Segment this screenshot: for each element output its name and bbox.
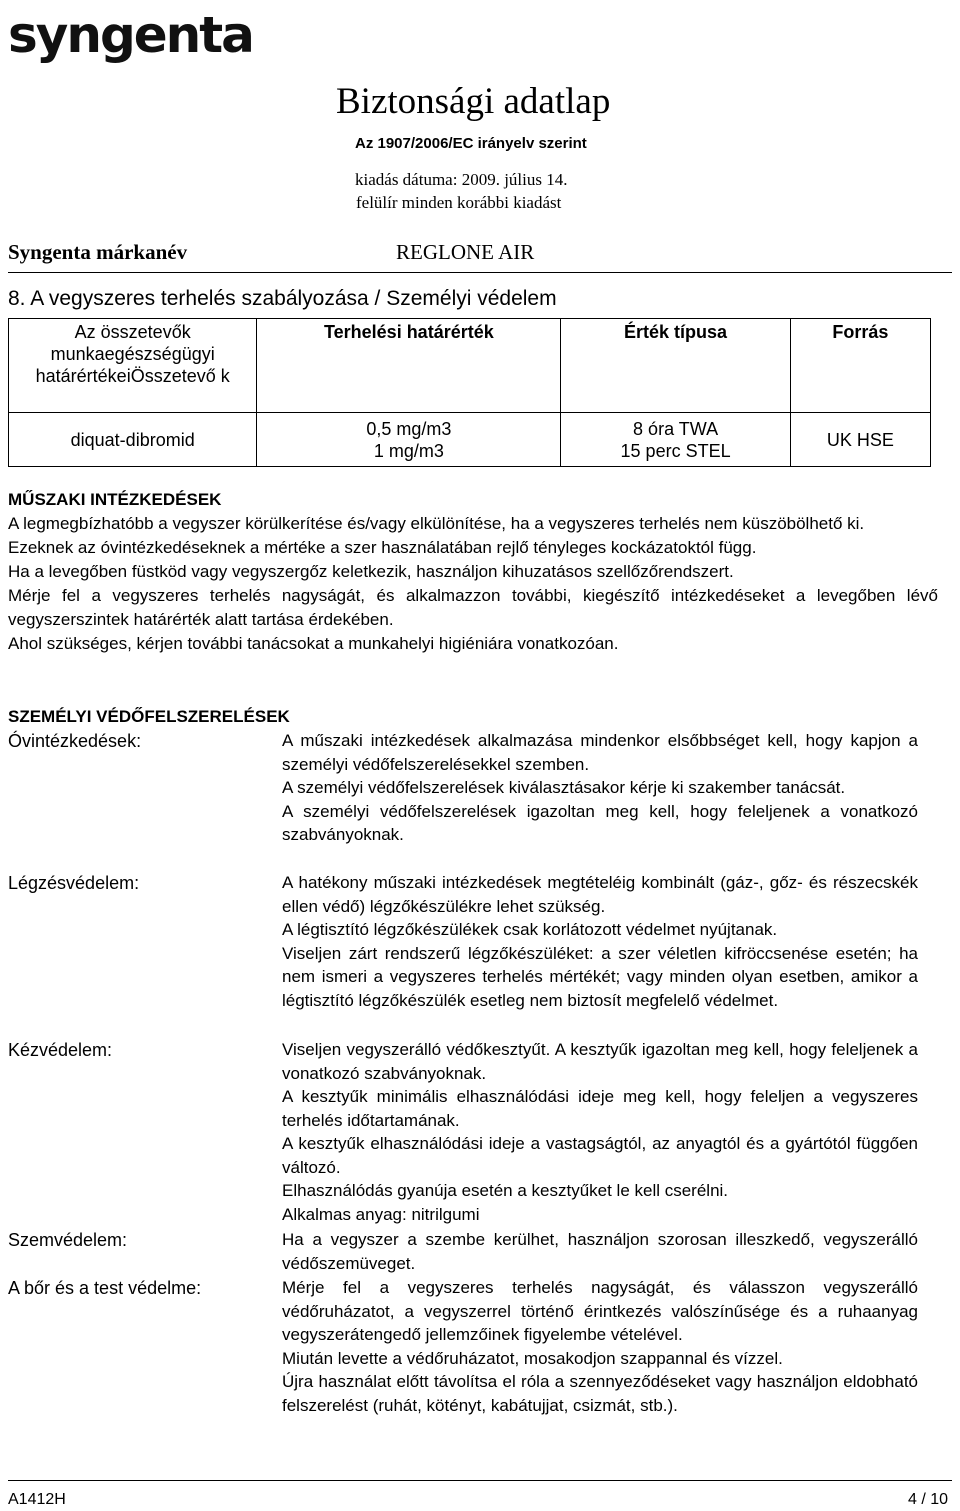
table-header-row [9,319,931,413]
engineering-paragraph-3: Ha a levegőben füstköd vagy vegyszergőz keletkezik, használjon kihuzatásos szellőzőrendszert. [8,562,734,581]
table-header-limit: Terhelési határérték [257,319,561,413]
respiratory-line-3: Viseljen zárt rendszerű légzőkészüléket: a szer véletlen kifröccsenése esetén; ha nem ismeri a vegyszeres terhelés mértékét; vagy minden olyan esetben, amikor a légtisztító légzőkészülék esetleg nem biztosít megfelelő védelmet. [282,943,918,1010]
engineering-paragraph-5: Ahol szükséges, kérjen további tanácsokat a munkahelyi higiéniára vonatkozóan. [8,634,619,653]
hand-protection-label: Kézvédelem: [8,1040,113,1060]
respiratory-label: Légzésvédelem: [8,873,140,893]
type-value-1: 8 óra TWA [633,418,719,439]
page-number: 4 / 10 [907,1491,948,1508]
syngenta-logo: syngenta [8,6,253,64]
skin-line-3: Újra használat előtt távolítsa el róla a szennyeződéseket vagy használjon eldobható felszerelést (ruhát, kötényt, kabátujjat, csizmát, stb.). [282,1372,918,1415]
type-value-2: 15 perc STEL [620,440,731,461]
precautions-line-2: A személyi védőfelszerelések kiválasztásakor kérje ki szakember tanácsát. [282,778,846,797]
table-row [9,413,931,467]
eye-protection-text [282,1228,918,1275]
brand-label: Syngenta márkanév [8,240,188,264]
cell-source: UK HSE [790,413,930,467]
table-header-component: Az összetevők munkaegészségügyi határértékeiÖsszetevő k [9,319,257,413]
cell-limit [257,413,561,467]
table-header-type: Érték típusa [561,319,790,413]
document-title: Biztonsági adatlap [336,81,611,122]
limit-value-1: 0,5 mg/m3 [366,418,452,439]
precautions-label: Óvintézkedések: [8,731,142,751]
hand-line-1: Viseljen vegyszerálló védőkesztyűt. A kesztyűk igazoltan meg kell, hogy feleljenek a vonatkozó szabványoknak. [282,1040,918,1083]
skin-line-1: Mérje fel a vegyszeres terhelés nagyságát, és válasszon vegyszerálló védőruházatot, a vegyszerrel történő érintkezés valószínűsége és a ruhaanyag vegyszerátengedő jellemzőinek figyelembe vételével. [282,1278,918,1344]
eye-line-1: Ha a vegyszer a szembe kerülhet, használjon szorosan illeszkedő, vegyszerálló védőszemüveget. [282,1230,918,1273]
ppe-heading-text: SZEMÉLYI VÉDŐFELSZERELÉSEK [8,707,290,726]
precautions-line-3: A személyi védőfelszerelések igazoltan meg kell, hogy feleljenek a vonatkozó szabványoknak. [282,801,918,844]
table-header-source: Forrás [790,319,930,413]
hand-line-4: Elhasználódás gyanúja esetén a kesztyűket le kell cserélni. [282,1181,729,1200]
skin-protection-text [282,1276,918,1417]
respiratory-line-1: A hatékony műszaki intézkedések megtételéig kombinált (gáz-, gőz- és részecskék ellen védő) légzőkészülékre lehet szükség. [282,873,918,916]
engineering-paragraph-4: Mérje fel a vegyszeres terhelés nagyságát, és alkalmazzon további, kiegészítő intézkedéseket a levegőben lévő vegyszerszintek határérték alatt tartása érdekében. [8,586,938,629]
brand-value: REGLONE AIR [396,240,535,264]
hand-line-5: Alkalmas anyag: nitrilgumi [282,1204,480,1224]
skin-line-2: Miután levette a védőruházatot, mosakodjon szappannal és vízzel. [282,1348,783,1368]
engineering-paragraph-1: A legmegbízhatóbb a vegyszer körülkerítése és/vagy elkülönítése, ha a vegyszeres terhelés nem küszöbölhető ki. [8,514,865,533]
cell-component: diquat-dibromid [9,413,257,467]
header-divider [8,272,952,273]
cell-type [561,413,790,467]
document-code: A1412H [8,1491,66,1508]
hand-line-3: A kesztyűk elhasználódási ideje a vastagságtól, az anyagtól és a gyártótól függően változó. [282,1134,918,1177]
engineering-controls [8,488,938,656]
section-title: 8. A vegyszeres terhelés szabályozása / Személyi védelem [8,287,557,310]
footer-divider [8,1480,952,1481]
ppe-heading [8,705,938,729]
supersedes-note: felülír minden korábbi kiadást [356,193,562,212]
precautions-line-1: A műszaki intézkedések alkalmazása mindenkor elsőbbséget kell, hogy kapjon a személyi védőfelszerelésekkel szemben. [282,731,918,774]
skin-protection-label: A bőr és a test védelme: [8,1278,202,1298]
precautions-text [282,729,918,847]
engineering-paragraph-2: Ezeknek az óvintézkedéseknek a mértéke a szer használatában rejlő tényleges kockázatoktól függ. [8,538,757,557]
hand-protection-text [282,1038,918,1226]
exposure-limits-table [8,318,931,467]
hand-line-2: A kesztyűk minimális elhasználódási ideje meg kell, hogy feleljen a vegyszeres terhelés időtartamának. [282,1087,918,1130]
respiratory-line-2: A légtisztító légzőkészülékek csak korlátozott védelmet nyújtanak. [282,920,778,939]
respiratory-text [282,871,918,1012]
issue-date: kiadás dátuma: 2009. július 14. [355,170,568,189]
regulation-subtitle: Az 1907/2006/EC irányelv szerint [355,135,587,152]
engineering-heading: MŰSZAKI INTÉZKEDÉSEK [8,490,222,509]
limit-value-2: 1 mg/m3 [373,440,444,461]
eye-protection-label: Szemvédelem: [8,1230,128,1250]
